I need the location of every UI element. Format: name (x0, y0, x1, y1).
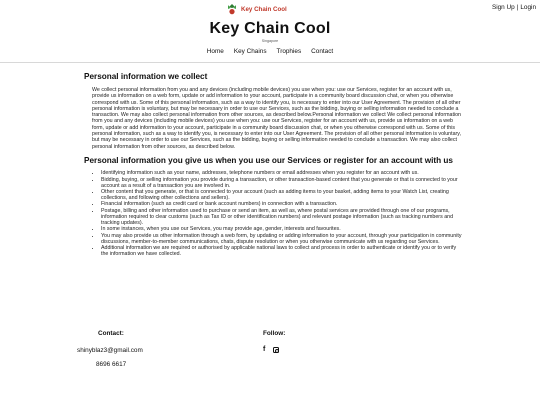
auth-links (492, 4, 536, 11)
list-item: • Other content that you generate, or that is connected to your account (such as adding items to your basket, adding items to your Watch List, creating collections, and following other collections and sellers). (101, 189, 464, 201)
site-subtitle: Singapore (261, 39, 279, 43)
signup-link[interactable]: Sign Up (491, 4, 515, 11)
list-item: • Identifying information such as your name, addresses, telephone numbers or email addresses when you register for an account with us. (101, 170, 464, 176)
auth-separator: | (516, 4, 519, 11)
list-item: • In some instances, when you use our Services, you may provide age, gender, interests and favourites. (101, 226, 464, 232)
instagram-icon[interactable] (273, 347, 279, 353)
contact-phone: 8696 6617 (96, 361, 127, 368)
main-nav (0, 48, 540, 55)
logo[interactable] (226, 2, 314, 16)
social-links (263, 346, 279, 353)
list-item: • Additional information we are required or authorised by applicable national laws to collect and process in order to authenticate or identify you or to verify the information we have collected. (101, 245, 464, 257)
list-item: • You may also provide us other information through a web form, by updating or adding information to your account, through your participation in community discussions, member-to-member communications, chats, dispute resolution or when you otherwise communicate with us regarding our Services. (101, 233, 464, 245)
facebook-icon[interactable]: f (263, 346, 266, 353)
top-bar (0, 0, 540, 18)
list-item: • Postage, billing and other information used to purchase or send an item, as well as, where postal services are provided through one of our programs, information required to clear customs (such as Tax ID or other identification numbers) and relevant postage information (such as tracking numbers and tracking updates). (101, 208, 464, 227)
nav-home[interactable]: Home (206, 48, 224, 55)
list-item: • Financial information (such as credit card or bank account numbers) in connection with a transaction. (101, 201, 464, 207)
list-item: • Bidding, buying, or selling information you provide during a transaction, or other transaction-based content that you generate or that is connected to your account as a result of a transaction you are involved in. (101, 177, 464, 189)
nav-trophies[interactable]: Trophies (276, 48, 302, 55)
contact-heading: Contact: (98, 330, 124, 337)
logo-text: Key Chain Cool (241, 5, 287, 13)
privacy-content (84, 72, 464, 257)
nav-key-chains[interactable]: Key Chains (233, 48, 267, 55)
keychain-logo-icon (226, 3, 238, 16)
site-title: Key Chain Cool (209, 20, 331, 37)
header-divider (0, 62, 540, 63)
collect-paragraph: We collect personal information from you and any devices (including mobile devices) you use when you: use our Services, register for an account with us, provide us information on a web form, update or add information to your account, participate in a community board discussion chat, or when you otherwise correspond with us. Some of this personal information, such as a way to identify you, is necessary to enter into our User Agreement. The provision of all other personal information is voluntary, but may be necessary in order to use our Services, such as the bidding, buying or selling information needed to conclude a transaction. We may also collect personal information from other sources, as described below.Personal information we collect We collect personal information from you and any devices (including mobile devices) you use when you: use our Services, register for an account with us, provide us information on a web form, update or add information to your account, participate in a community board discussion chat, or when you otherwise correspond with us. Some of this personal information, such as a way to identify you, is necessary to enter into our User Agreement. The provision of all other personal information is voluntary, but may be necessary in order to use our Services, such as the bidding, buying or selling information needed to conclude a transaction. We may also collect personal information from other sources, as described below. (92, 87, 462, 150)
follow-heading: Follow: (263, 330, 286, 337)
contact-email[interactable]: shinyblaz3@gmail.com (77, 347, 143, 354)
info-list (84, 170, 464, 257)
section-heading-collect: Personal information we collect (84, 72, 208, 81)
nav-contact[interactable]: Contact (311, 48, 334, 55)
section-heading-give: Personal information you give us when you use our Services or register for an account with us (84, 155, 453, 165)
login-link[interactable]: Login (520, 4, 536, 11)
